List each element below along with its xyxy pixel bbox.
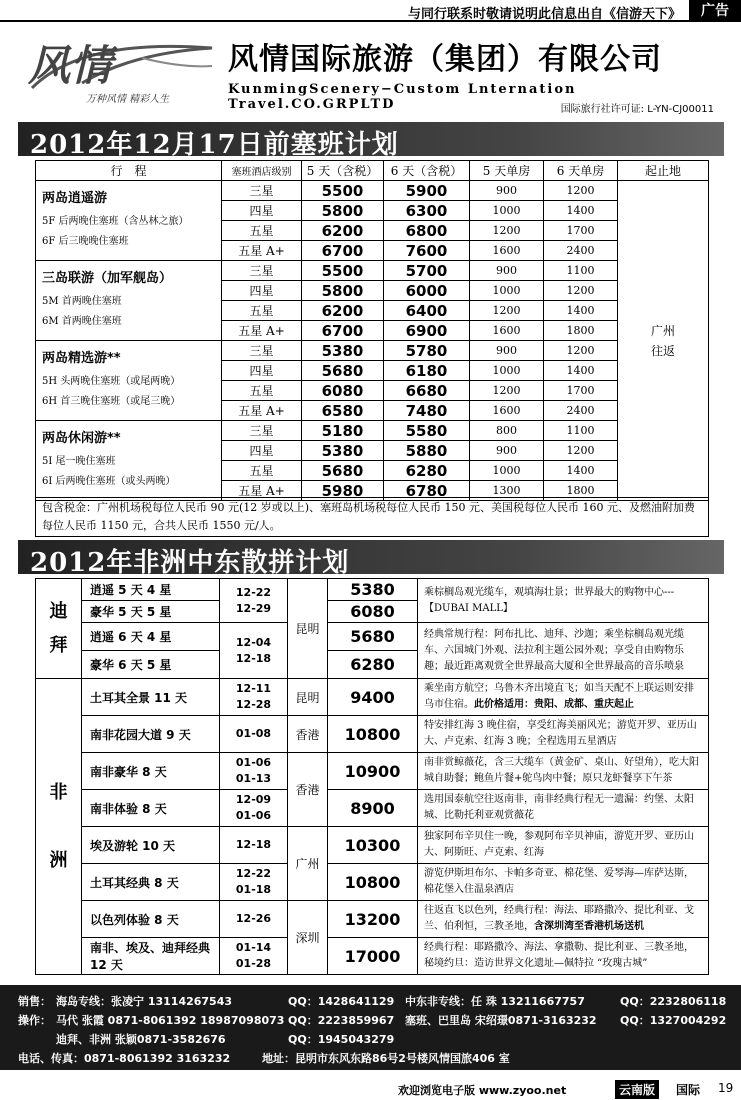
price-6day: 6280 <box>384 461 470 481</box>
single-5day: 800 <box>470 421 544 441</box>
logo-swoosh-icon <box>22 28 222 108</box>
sales-label: 销售： <box>18 995 51 1008</box>
price-5day: 6200 <box>302 221 384 241</box>
tour-name: 土耳其全景 11 天 <box>82 679 220 716</box>
route-description: 6H 首三晚住塞班（或尾三晚） <box>42 396 181 407</box>
price-5day: 6700 <box>302 321 384 341</box>
operations-qq-1: QQ：2223859967 <box>288 1014 395 1027</box>
single-6day: 1200 <box>544 281 618 301</box>
hotel-level: 五星 A+ <box>222 241 302 261</box>
tour-price: 6080 <box>328 601 418 623</box>
tour-description <box>418 827 709 864</box>
col-5day: 5 天（含税） <box>302 161 384 181</box>
tour-highlight: 此价格适用：贵阳、成都、重庆起止 <box>474 699 634 710</box>
section-label: 国际 <box>676 1083 701 1097</box>
table-row <box>36 790 709 827</box>
tour-description: 乘棕榈岛观光缆车，观填海壮景；世界最大的购物中心---【DUBAI MALL】 <box>418 579 709 623</box>
price-5day: 5800 <box>302 281 384 301</box>
price-5day: 6580 <box>302 401 384 421</box>
single-6day: 1400 <box>544 461 618 481</box>
route-description: 6I 后两晚住塞班（或头两晚） <box>42 476 176 487</box>
tour-description-text: 经典行程：耶路撒冷、海法、拿撒勒、提比利亚、三教圣地，秘境约旦：造访世界文化遗址—佩特拉 “玫瑰古城” <box>424 942 694 969</box>
tour-description-text: 特安排红海 3 晚住宿，享受红海美丽风光；游览开罗、亚历山大、卢克索、红海 3 晚；全程选用五星酒店 <box>424 720 697 747</box>
col-hotel-level: 塞班酒店级别 <box>222 161 302 181</box>
price-5day: 6700 <box>302 241 384 261</box>
departure-city: 深圳 <box>288 901 328 975</box>
operations-label: 操作： <box>18 1014 51 1027</box>
route-description: 5H 头两晚住塞班（或尾两晚） <box>42 376 181 387</box>
top-bar <box>0 0 741 22</box>
logo-text: 风情 <box>28 41 113 90</box>
price-6day: 6400 <box>384 301 470 321</box>
hotel-level: 三星 <box>222 341 302 361</box>
price-6day: 5780 <box>384 341 470 361</box>
price-6day: 7600 <box>384 241 470 261</box>
departure-city: 广州 <box>288 827 328 901</box>
hotel-level: 四星 <box>222 441 302 461</box>
single-5day: 900 <box>470 181 544 201</box>
departure-city: 昆明 <box>288 679 328 716</box>
single-5day: 1600 <box>470 241 544 261</box>
departure-city: 昆明 <box>288 579 328 679</box>
single-6day: 1400 <box>544 301 618 321</box>
tour-name: 豪华 6 天 5 星 <box>82 651 220 679</box>
hotel-level: 三星 <box>222 181 302 201</box>
tour-dates: 12-22 01-18 <box>220 864 288 901</box>
single-5day: 1200 <box>470 381 544 401</box>
route-description: 5I 尾一晚住塞班 <box>42 456 116 467</box>
single-5day: 900 <box>470 441 544 461</box>
price-5day: 5380 <box>302 441 384 461</box>
saipan-section-title: 2012年12月17日前塞班计划 <box>30 130 399 160</box>
tour-price: 9400 <box>328 679 418 716</box>
single-6day: 1700 <box>544 221 618 241</box>
tour-dates: 12-22 12-29 <box>220 579 288 623</box>
single-6day: 1100 <box>544 261 618 281</box>
table-row <box>36 421 709 441</box>
tour-price: 8900 <box>328 790 418 827</box>
tour-description: 经典常规行程：阿布扎比、迪拜、沙迦；乘坐棕榈岛观光缆车、六国城门外观、法拉利主题公园外观；享受自由购物乐趣；最近距离观赏全世界最高大厦和全世界最高的音乐喷泉 <box>418 623 709 679</box>
hotel-level: 五星 A+ <box>222 481 302 501</box>
col-city: 起止地 <box>618 161 709 181</box>
single-5day: 1600 <box>470 321 544 341</box>
tour-dates: 01-06 01-13 <box>220 753 288 790</box>
table-row <box>36 261 709 281</box>
hotel-level: 四星 <box>222 201 302 221</box>
tour-name: 南非、埃及、迪拜经典 12 天 <box>82 938 220 975</box>
price-6day: 6000 <box>384 281 470 301</box>
col-route: 行 程 <box>36 161 222 181</box>
saipan-table-header-row <box>36 161 709 181</box>
departure-city: 广州 往返 <box>618 181 709 501</box>
tour-price: 5380 <box>328 579 418 601</box>
route-description: 5M 首两晚住塞班 <box>42 296 122 307</box>
departure-city: 香港 <box>288 716 328 753</box>
saipan-price-table <box>35 160 709 501</box>
price-5day: 5380 <box>302 341 384 361</box>
single-6day: 2400 <box>544 241 618 261</box>
table-row <box>36 579 709 601</box>
table-row <box>36 181 709 201</box>
tour-dates: 12-26 <box>220 901 288 938</box>
hotel-level: 四星 <box>222 361 302 381</box>
middle-east-contact: 中东非专线：任 珠 13211667757 <box>405 995 585 1008</box>
single-6day: 2400 <box>544 401 618 421</box>
tour-price: 10800 <box>328 864 418 901</box>
tour-name: 以色列体验 8 天 <box>82 901 220 938</box>
route-description: 6M 首两晚住塞班 <box>42 316 122 327</box>
tax-note: 包含税金：广州机场税每位人民币 90 元(12 岁或以上)、塞班岛机场税每位人民币 150 元、美国税每位人民币 160 元、及燃油附加费每位人民币 1150 元，合共人民币 1550 元/人。 <box>35 497 709 537</box>
col-6day: 6 天（含税） <box>384 161 470 181</box>
route-cell <box>36 341 222 421</box>
operations-contact-1: 马代 张霞 0871-8061392 18987098073 <box>56 1014 285 1027</box>
single-5day: 1600 <box>470 401 544 421</box>
company-logo <box>22 28 222 108</box>
price-6day: 6180 <box>384 361 470 381</box>
hotel-level: 五星 A+ <box>222 401 302 421</box>
page-footer <box>0 1072 741 1100</box>
phone-fax: 电话、传真：0871-8061392 3163232 <box>18 1052 231 1065</box>
hotel-level: 五星 A+ <box>222 321 302 341</box>
region-africa: 非 洲 <box>36 679 82 975</box>
table-row <box>36 679 709 716</box>
price-6day: 6800 <box>384 221 470 241</box>
hotel-level: 五星 <box>222 301 302 321</box>
table-row <box>36 864 709 901</box>
sales-contact: 海岛专线：张凌宁 13114267543 <box>56 995 233 1008</box>
single-6day: 1200 <box>544 441 618 461</box>
hotel-level: 五星 <box>222 221 302 241</box>
price-6day: 6680 <box>384 381 470 401</box>
tour-name: 南非豪华 8 天 <box>82 753 220 790</box>
tour-description <box>418 938 709 975</box>
tour-description <box>418 679 709 716</box>
price-6day: 7480 <box>384 401 470 421</box>
price-5day: 6200 <box>302 301 384 321</box>
logo-slogan: 万种风情 精彩人生 <box>86 94 170 105</box>
operations-qq-3: QQ：1945043279 <box>288 1033 395 1046</box>
operations-contact-2: 塞班、巴里岛 宋绍璟0871-3163232 <box>405 1014 597 1027</box>
hotel-level: 三星 <box>222 261 302 281</box>
company-header <box>18 24 724 120</box>
price-5day: 6080 <box>302 381 384 401</box>
route-cell <box>36 261 222 341</box>
operations-qq-2: QQ：1327004292 <box>620 1014 727 1027</box>
tour-description <box>418 901 709 938</box>
tour-name: 逍遥 5 天 4 星 <box>82 579 220 601</box>
company-name-en: KunmingScenery−Custom Lnternation Travel.CO.GRPLTD <box>228 82 577 112</box>
tour-description-text: 乘坐南方航空；乌鲁木齐出境直飞；如当天配不上联运则安排乌市住宿。 <box>424 683 694 710</box>
price-6day: 5900 <box>384 181 470 201</box>
table-row <box>36 341 709 361</box>
single-5day: 900 <box>470 261 544 281</box>
single-5day: 1000 <box>470 461 544 481</box>
edition-badge: 云南版 <box>615 1080 659 1099</box>
col-5day-single: 5 天单房 <box>470 161 544 181</box>
route-cell <box>36 421 222 501</box>
tour-price: 10800 <box>328 716 418 753</box>
route-name: 两岛精选游** <box>42 351 121 366</box>
operations-contact-3: 迪拜、非洲 张颖0871-3582676 <box>56 1033 226 1046</box>
single-6day: 1200 <box>544 341 618 361</box>
price-6day: 6300 <box>384 201 470 221</box>
tour-description-text: 往返直飞以色列，经典行程：海法、耶路撒冷、提比利亚、戈兰、伯利恒，三教圣地， <box>424 905 694 932</box>
tour-price: 6280 <box>328 651 418 679</box>
license-number: 国际旅行社许可证: L-YN-CJ00011 <box>560 104 714 115</box>
table-row <box>36 716 709 753</box>
tour-price: 17000 <box>328 938 418 975</box>
route-name: 两岛休闲游** <box>42 431 121 446</box>
table-row <box>36 623 709 651</box>
page-number: 19 <box>718 1081 734 1095</box>
tour-highlight: 含深圳湾至香港机场送机 <box>534 921 644 932</box>
route-description: 5F 后两晚住塞班（含丛林之旅） <box>42 216 189 227</box>
single-6day: 1800 <box>544 481 618 501</box>
company-name: 风情国际旅游（集团）有限公司 <box>228 42 662 77</box>
tour-description <box>418 790 709 827</box>
tour-name: 埃及游轮 10 天 <box>82 827 220 864</box>
table-row <box>36 827 709 864</box>
single-5day: 900 <box>470 341 544 361</box>
single-5day: 1000 <box>470 361 544 381</box>
tour-dates: 12-18 <box>220 827 288 864</box>
hotel-level: 五星 <box>222 381 302 401</box>
tour-dates: 01-08 <box>220 716 288 753</box>
price-6day: 5700 <box>384 261 470 281</box>
price-6day: 5580 <box>384 421 470 441</box>
ad-label: 广告 <box>689 0 741 22</box>
tour-description-text: 游览伊斯坦布尔、卡帕多奇亚、棉花堡、爱琴海—库萨达斯，棉花堡入住温泉酒店 <box>424 868 694 895</box>
tour-price: 10900 <box>328 753 418 790</box>
price-5day: 5680 <box>302 461 384 481</box>
single-5day: 1000 <box>470 281 544 301</box>
price-5day: 5800 <box>302 201 384 221</box>
africa-price-table <box>35 578 709 975</box>
route-name: 三岛联游（加军舰岛） <box>42 271 173 286</box>
hotel-level: 四星 <box>222 281 302 301</box>
single-6day: 1800 <box>544 321 618 341</box>
tour-name: 豪华 5 天 5 星 <box>82 601 220 623</box>
route-name: 两岛逍遥游 <box>42 191 108 206</box>
price-6day: 6900 <box>384 321 470 341</box>
tour-price: 10300 <box>328 827 418 864</box>
tour-description <box>418 864 709 901</box>
sales-qq: QQ：1428641129 <box>288 995 395 1008</box>
price-5day: 5680 <box>302 361 384 381</box>
saipan-section-banner <box>18 122 724 160</box>
africa-section-banner <box>18 540 724 578</box>
table-row <box>36 753 709 790</box>
price-5day: 5180 <box>302 421 384 441</box>
table-row <box>36 901 709 938</box>
price-5day: 5500 <box>302 181 384 201</box>
address: 地址：昆明市东风东路86号2号楼风情国旅406 室 <box>262 1052 510 1065</box>
single-6day: 1100 <box>544 421 618 441</box>
price-6day: 5880 <box>384 441 470 461</box>
middle-east-qq: QQ：2232806118 <box>620 995 727 1008</box>
route-description: 6F 后三晚晚住塞班 <box>42 236 129 247</box>
website-note: 欢迎浏览电子版 www.zyoo.net <box>398 1084 567 1097</box>
tour-dates: 12-09 01-06 <box>220 790 288 827</box>
single-6day: 1200 <box>544 181 618 201</box>
tour-name: 逍遥 6 天 4 星 <box>82 623 220 651</box>
single-6day: 1400 <box>544 361 618 381</box>
region-dubai: 迪 拜 <box>36 579 82 679</box>
single-5day: 1300 <box>470 481 544 501</box>
source-note: 与同行联系时敬请说明此信息出自《信游天下》 <box>407 7 681 22</box>
africa-section-title: 2012年非洲中东散拼计划 <box>30 548 350 578</box>
price-5day: 5500 <box>302 261 384 281</box>
tour-dates: 01-14 01-28 <box>220 938 288 975</box>
tour-description-text: 选用国泰航空往返南非，南非经典行程无一遗漏：约堡、太阳城、比勒托利亚观赏薇花 <box>424 794 694 821</box>
tour-name: 土耳其经典 8 天 <box>82 864 220 901</box>
hotel-level: 三星 <box>222 421 302 441</box>
price-5day: 5980 <box>302 481 384 501</box>
departure-city: 香港 <box>288 753 328 827</box>
tour-dates: 12-11 12-28 <box>220 679 288 716</box>
tour-description-text: 独家阿布辛贝住一晚，参观阿布辛贝神庙，游览开罗、亚历山大、阿斯旺、卢克索、红海 <box>424 831 694 858</box>
tour-name: 南非体验 8 天 <box>82 790 220 827</box>
single-5day: 1200 <box>470 301 544 321</box>
tour-dates: 12-04 12-18 <box>220 623 288 679</box>
single-5day: 1000 <box>470 201 544 221</box>
single-6day: 1700 <box>544 381 618 401</box>
tour-price: 5680 <box>328 623 418 651</box>
tour-price: 13200 <box>328 901 418 938</box>
route-cell <box>36 181 222 261</box>
tour-description-text: 南非赏鲸薇花，含三大缆车（黄金矿、桌山、好望角），吃大阳城自助餐；鲍鱼片餐+鸵鸟肉中餐；原只龙虾餐享下午茶 <box>424 757 699 784</box>
col-6day-single: 6 天单房 <box>544 161 618 181</box>
table-row <box>36 938 709 975</box>
contact-block <box>0 985 741 1070</box>
tour-description <box>418 753 709 790</box>
tour-description <box>418 716 709 753</box>
single-5day: 1200 <box>470 221 544 241</box>
hotel-level: 五星 <box>222 461 302 481</box>
price-6day: 6780 <box>384 481 470 501</box>
tour-name: 南非花园大道 9 天 <box>82 716 220 753</box>
single-6day: 1400 <box>544 201 618 221</box>
